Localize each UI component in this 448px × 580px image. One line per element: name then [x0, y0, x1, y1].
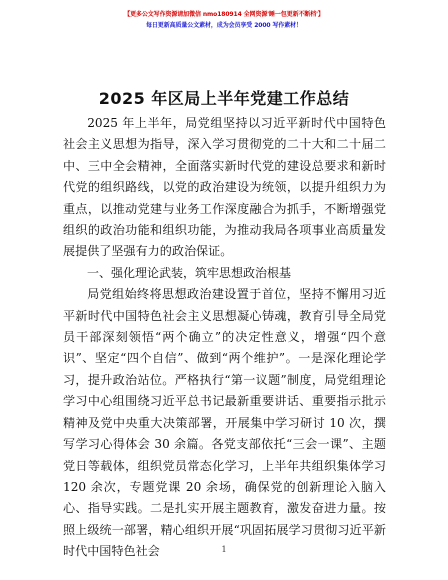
header-promo-line-2: 每日更新高质量公文素材，成为会员享受 2000 写作素材！ — [146, 22, 302, 29]
document-body — [63, 113, 386, 563]
page-number: 1 — [221, 545, 227, 554]
document-title: 2025 年区局上半年党建工作总结 — [98, 89, 350, 108]
section-1-heading: 一、强化理论武装，筑牢思想政治根基 — [87, 265, 292, 280]
intro-paragraph: 2025 年上半年，局党组坚持以习近平新时代中国特色社会主义思想为指导，深入学习贯彻党的二十大和二十届二中、三中全会精神，全面落实新时代党的建设总要求和新时代党的组织路线，以党的政治建设为统领，以提升组织力为重点，以推动党建与业务工作深度融合为抓手，不断增强党组织的政治功能和组织功能，为推动我局各项事业高质量发展提供了坚强有力的政治保证。 — [63, 116, 386, 259]
section-1-paragraph: 局党组始终将思想政治建设置于首位，坚持不懈用习近平新时代中国特色社会主义思想凝心铸魂，教育引导全局党员干部深刻领悟“两个确立”的决定性意义，增强“四个意识”、坚定“四个自信”、做到“两个维护”。一是深化理论学习，提升政治站位。严格执行“第一议题”制度，局党组理论学习中心组围绕习近平总书记最新重要讲话、重要指示批示精神及党中央重大决策部署，开展集中学习研讨 10 次，撰写学习心得体会 30 余篇。各党支部依托“三会一课”、主题党日等载体，组织党员常态化学习，上半年共组织集体学习 120 余次，专题党课 20 余场，确保党的创新理论入脑入心、指导实践。二是扎实开展主题教育，激发奋进力量。按照上级统一部署，精心组织开展“巩固拓展学习贯彻习近平新时代中国特色社会 — [63, 287, 386, 559]
header-promo-line-1: 【更多公文写作资源请加微信 nmo180914 全网资源'睡一包更新不断档'】 — [124, 11, 324, 18]
